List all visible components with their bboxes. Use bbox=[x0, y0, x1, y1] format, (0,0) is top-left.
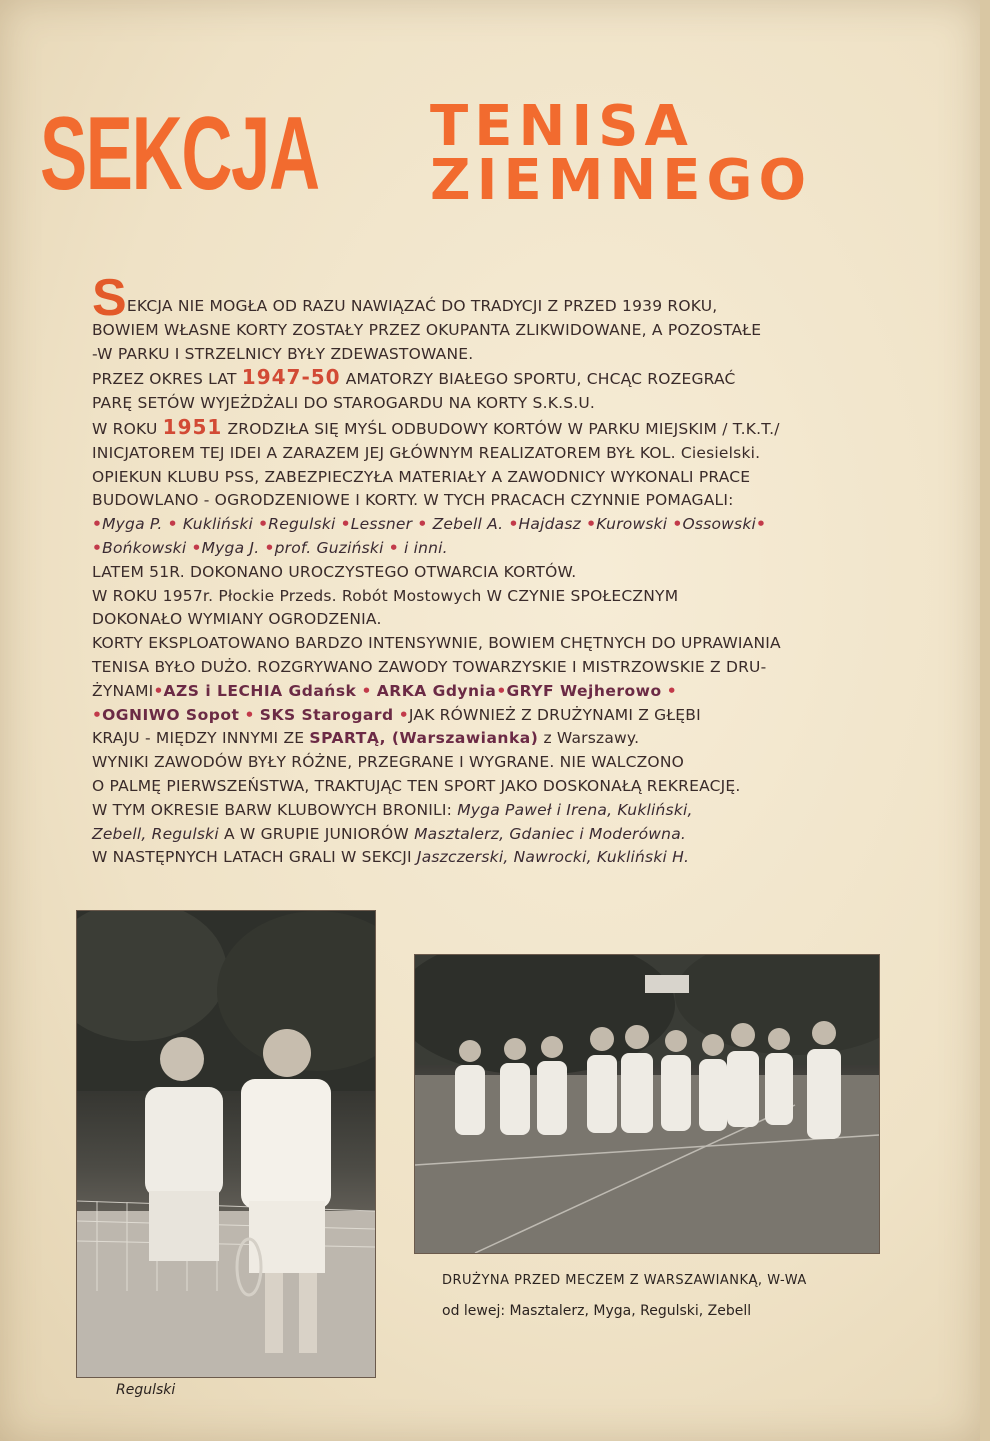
helper-name: Zebell A. bbox=[432, 515, 504, 534]
title-main: SEKCJA bbox=[40, 96, 319, 212]
article-line: BUDOWLANO - OGRODZENIOWE I KORTY. W TYCH PRACACH CZYNNIE POMAGALI: bbox=[92, 491, 734, 510]
bullet: • bbox=[388, 538, 399, 557]
teams-line-1 bbox=[92, 680, 892, 704]
player-names: Jaszczerski, Nawrocki, Kukliński H. bbox=[416, 848, 690, 867]
helper-name: Myga J. bbox=[201, 538, 260, 557]
helper-name: Hajdasz bbox=[518, 515, 581, 534]
caption-team-line2: od lewej: Masztalerz, Myga, Regulski, Zebell bbox=[442, 1303, 752, 1319]
photo-team bbox=[414, 954, 880, 1254]
player-names: Myga Paweł i Irena, Kukliński, bbox=[457, 800, 693, 819]
article-line bbox=[92, 823, 892, 847]
year-highlight: 1951 bbox=[162, 414, 223, 439]
article-line bbox=[92, 585, 892, 609]
helper-name: Kurowski bbox=[596, 515, 668, 534]
bullet: • bbox=[258, 515, 269, 534]
team-name: SPARTĄ, (Warszawianka) bbox=[309, 729, 539, 748]
article-line: LATEM 51R. DOKONANO UROCZYSTEGO OTWARCIA KORTÓW. bbox=[92, 562, 577, 581]
article-line bbox=[92, 269, 892, 327]
article-line-text: KRAJU - MIĘDZY INNYMI ZE bbox=[92, 729, 305, 748]
article-line: WYNIKI ZAWODÓW BYŁY RÓŻNE, PRZEGRANE I WYGRANE. NIE WALCZONO bbox=[92, 753, 685, 772]
article-line-text: z Warszawy. bbox=[543, 729, 640, 748]
team-name: SKS Starogard bbox=[259, 705, 394, 724]
article-line-text: AMATORZY BIAŁEGO SPORTU, CHCĄC ROZEGRAĆ bbox=[345, 370, 736, 389]
article-line: KORTY EKSPLOATOWANO BARDZO INTENSYWNIE, BOWIEM CHĘTNYCH DO UPRAWIANIA bbox=[92, 634, 781, 653]
bullet: • bbox=[191, 538, 202, 557]
article-text bbox=[92, 269, 892, 870]
caption-team bbox=[442, 1266, 882, 1326]
article-line-text: JAK RÓWNIEŻ Z DRUŻYNAMI Z GŁĘBI bbox=[408, 705, 701, 724]
bullet: • bbox=[167, 515, 178, 534]
article-line: PARĘ SETÓW WYJEŻDŻALI DO STAROGARDU NA KORTY S.K.S.U. bbox=[92, 394, 596, 413]
bullet: • bbox=[361, 681, 372, 700]
article-line bbox=[92, 416, 892, 442]
bullet: • bbox=[153, 681, 164, 700]
bullet: • bbox=[417, 515, 428, 534]
company-name: Płockie Przeds. Robót Mostowych bbox=[218, 586, 482, 605]
dropcap: S bbox=[92, 269, 127, 327]
bullet: • bbox=[244, 705, 255, 724]
year-text: 1957r. bbox=[162, 586, 214, 605]
article-line-text: W ROKU bbox=[92, 419, 158, 438]
article-line-text: ZRODZIŁA SIĘ MYŚL ODBUDOWY KORTÓW W PARKU MIEJSKIM / T.K.T./ bbox=[227, 419, 780, 438]
article-line bbox=[92, 846, 892, 870]
article-line-text: INICJATOREM TEJ IDEI A ZARAZEM JEJ GŁÓWNYM REALIZATOREM BYŁ KOL. bbox=[92, 443, 676, 462]
article-line-text: PRZEZ OKRES LAT bbox=[92, 370, 237, 389]
team-name: ARKA Gdynia bbox=[376, 681, 497, 700]
bullet: • bbox=[586, 515, 597, 534]
article-line-text: EKCJA NIE MOGŁA OD RAZU NAWIĄZAĆ DO TRADYCJI Z PRZED 1939 ROKU, bbox=[126, 297, 718, 315]
title-side-line2: ZIEMNEGO bbox=[430, 148, 813, 213]
article-line: -W PARKU I STRZELNICY BYŁY ZDEWASTOWANE. bbox=[92, 344, 474, 363]
photo-team-image bbox=[415, 955, 879, 1253]
bullet: • bbox=[398, 705, 409, 724]
article-line-text: ŻYNAMI bbox=[92, 681, 154, 700]
helper-name: Bońkowski bbox=[102, 538, 187, 557]
player-names: Masztalerz, Gdaniec i Moderówna. bbox=[414, 824, 687, 843]
bullet: • bbox=[264, 538, 275, 557]
helper-name: Ossowski bbox=[682, 515, 757, 534]
helper-name: prof. Guziński bbox=[274, 538, 384, 557]
article-line: TENISA BYŁO DUŻO. ROZGRYWANO ZAWODY TOWARZYSKIE I MISTRZOWSKIE Z DRU- bbox=[92, 657, 767, 676]
article-line-text: W ROKU bbox=[92, 586, 158, 605]
team-name: GRYF Wejherowo bbox=[506, 681, 662, 700]
team-name: OGNIWO Sopot bbox=[102, 705, 240, 724]
helper-name: i inni. bbox=[403, 538, 448, 557]
teams-line-2 bbox=[92, 704, 892, 728]
helpers-line-2 bbox=[92, 537, 892, 561]
article-line bbox=[92, 727, 892, 751]
player-names: Zebell, Regulski bbox=[92, 824, 219, 843]
person-name: Ciesielski. bbox=[680, 443, 761, 462]
article-line: BOWIEM WŁASNE KORTY ZOSTAŁY PRZEZ OKUPANTA ZLIKWIDOWANE, A POZOSTAŁE bbox=[92, 320, 762, 339]
team-name: AZS i LECHIA Gdańsk bbox=[163, 681, 357, 700]
page-title bbox=[40, 92, 900, 222]
article-line: OPIEKUN KLUBU PSS, ZABEZPIECZYŁA MATERIAŁY A ZAWODNICY WYKONALI PRACE bbox=[92, 467, 751, 486]
bullet: • bbox=[672, 515, 683, 534]
helper-name: Lessner bbox=[350, 515, 413, 534]
article-line bbox=[92, 366, 892, 392]
helper-name: Kukliński bbox=[182, 515, 254, 534]
bullet: • bbox=[756, 515, 767, 534]
article-line-text: W NASTĘPNYCH LATACH GRALI W SEKCJI bbox=[92, 848, 412, 867]
caption-regulski: Regulski bbox=[116, 1382, 176, 1398]
photo-regulski-image bbox=[77, 911, 375, 1377]
title-side-line1: TENISA bbox=[430, 94, 694, 159]
year-highlight: 1947-50 bbox=[241, 365, 341, 390]
helper-name: Myga P. bbox=[102, 515, 163, 534]
article-line: DOKONAŁO WYMIANY OGRODZENIA. bbox=[92, 610, 382, 629]
bullet: • bbox=[496, 681, 507, 700]
photo-regulski bbox=[76, 910, 376, 1378]
article-line-text: W TYM OKRESIE BARW KLUBOWYCH BRONILI: bbox=[92, 800, 453, 819]
article-line: O PALMĘ PIERWSZEŃSTWA, TRAKTUJĄC TEN SPORT JAKO DOSKONAŁĄ REKREACJĘ. bbox=[92, 776, 741, 795]
helpers-line-1 bbox=[92, 513, 892, 537]
bullet: • bbox=[92, 538, 103, 557]
bullet: • bbox=[508, 515, 519, 534]
bullet: • bbox=[666, 681, 677, 700]
caption-team-line1: DRUŻYNA PRZED MECZEM Z WARSZAWIANKĄ, W-WA bbox=[442, 1273, 807, 1288]
article-line-text: A W GRUPIE JUNIORÓW bbox=[223, 824, 409, 843]
article-line-text: W CZYNIE SPOŁECZNYM bbox=[486, 586, 679, 605]
article-line bbox=[92, 442, 892, 466]
article-line bbox=[92, 799, 892, 823]
bullet: • bbox=[92, 705, 103, 724]
bullet: • bbox=[340, 515, 351, 534]
helper-name: Regulski bbox=[268, 515, 336, 534]
bullet: • bbox=[92, 515, 103, 534]
